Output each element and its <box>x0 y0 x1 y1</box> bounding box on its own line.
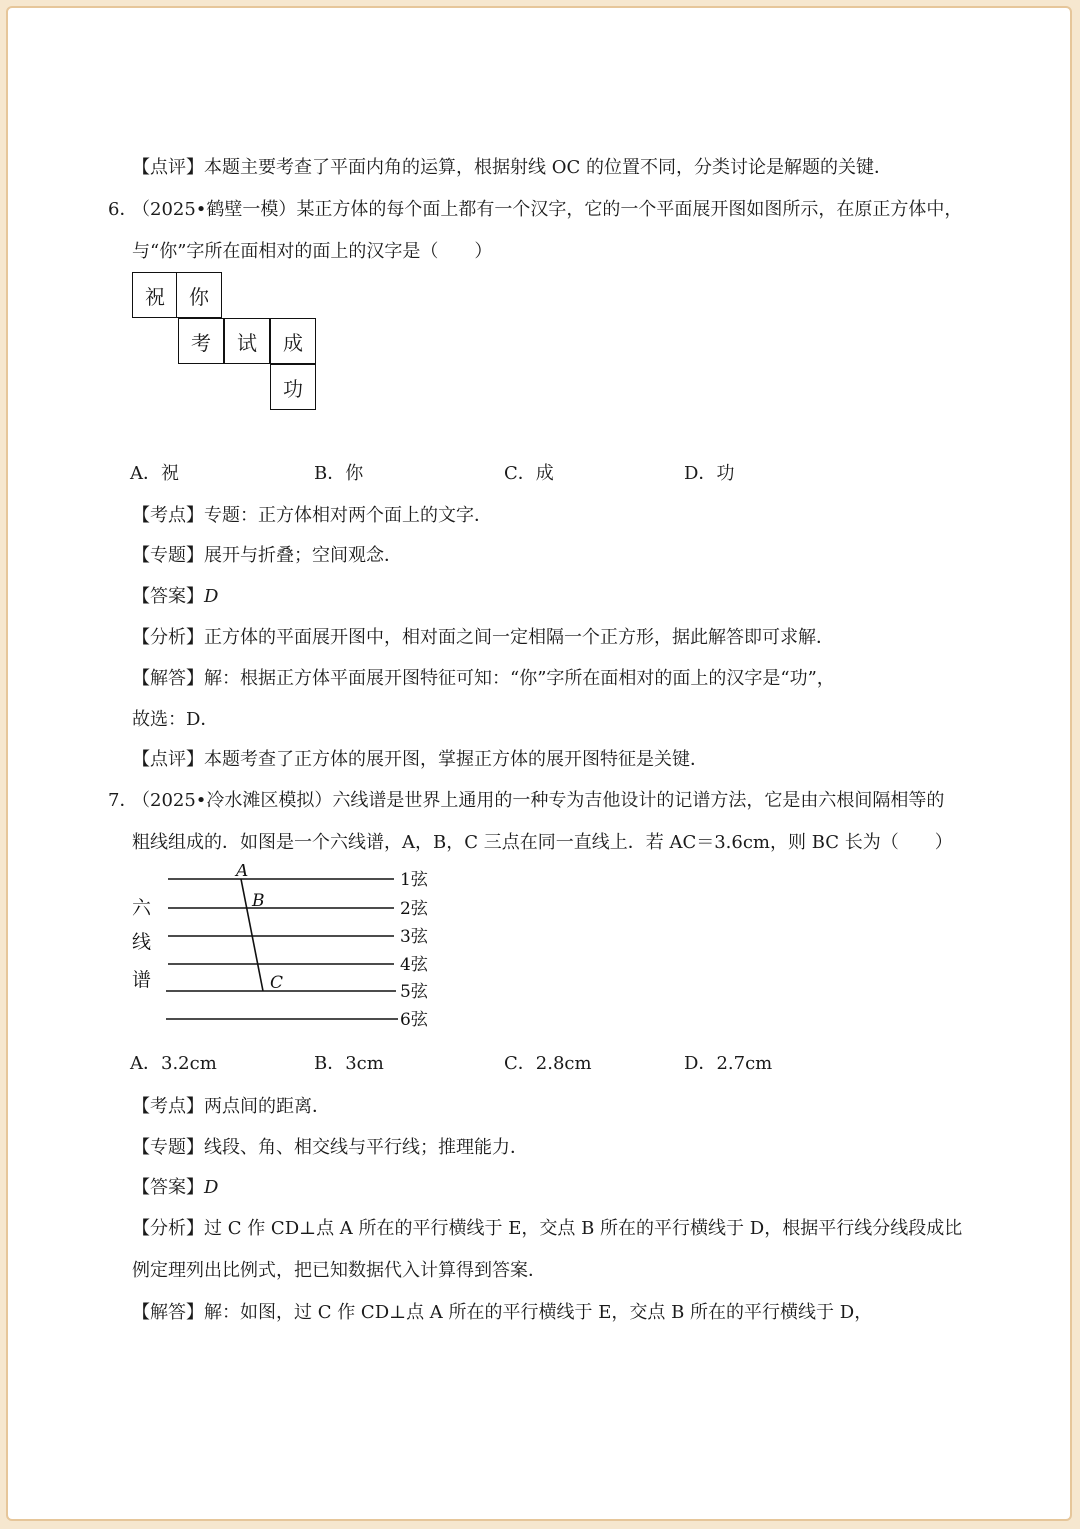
section-text: 两点间的距离． <box>204 1096 330 1117</box>
section-text: 展开与折叠；空间观念． <box>204 545 402 566</box>
answer-value: D <box>204 586 219 607</box>
option-text: 成 <box>535 463 554 484</box>
comment-text: 本题主要考查了平面内角的运算，根据射线 OC 的位置不同，分类讨论是解题的关键． <box>204 157 892 178</box>
string-label: 6弦 <box>400 1010 428 1030</box>
option-text: 3cm <box>345 1053 384 1074</box>
question-source: （2025•鹤壁一模） <box>132 199 297 220</box>
six-line-tab-figure <box>128 864 458 1039</box>
net-cell: 考 <box>178 318 224 364</box>
answer-value: D <box>204 1177 219 1198</box>
q6-stem-line2: 与“你”字所在面相对的面上的汉字是（ ） <box>132 241 493 262</box>
section-text: 线段、角、相交线与平行线；推理能力． <box>204 1137 528 1158</box>
side-label: 谱 <box>132 969 152 991</box>
section-label: 【专题】 <box>132 545 204 566</box>
question-stem: 某正方体的每个面上都有一个汉字，它的一个平面展开图如图所示，在原正方体中， <box>296 199 963 220</box>
option-a[interactable] <box>130 462 179 486</box>
question-number: 7． <box>108 790 138 811</box>
string-label: 3弦 <box>400 927 428 947</box>
q7-stem-line2: 粗线组成的．如图是一个六线谱，A，B，C 三点在同一直线上．若 AC＝3.6cm，则 BC 长为（ ） <box>132 832 953 853</box>
q7-answer <box>132 1176 218 1200</box>
section-label: 【解答】 <box>132 1302 204 1323</box>
section-label: 【分析】 <box>132 1218 204 1239</box>
option-letter: B． <box>314 1053 346 1074</box>
option-b[interactable] <box>314 462 363 486</box>
q6-jieda-line2: 故选：D． <box>132 709 219 730</box>
q6-jieda <box>132 667 835 691</box>
option-text: 3.2cm <box>161 1053 217 1074</box>
option-c[interactable] <box>504 462 554 486</box>
net-cell: 试 <box>224 318 270 364</box>
option-letter: A． <box>130 1053 161 1074</box>
option-text: 功 <box>716 463 735 484</box>
option-a[interactable] <box>130 1052 217 1076</box>
section-label: 【点评】 <box>132 749 204 770</box>
net-cell: 你 <box>176 272 222 318</box>
section-label: 【考点】 <box>132 505 204 526</box>
side-label: 线 <box>132 931 152 953</box>
q6-comment <box>132 748 708 772</box>
section-label: 【解答】 <box>132 668 204 689</box>
option-text: 你 <box>345 463 364 484</box>
section-text: 解：如图，过 C 作 CD⊥点 A 所在的平行横线于 E，交点 B 所在的平行横线于 D， <box>204 1302 873 1323</box>
q7-jieda <box>132 1301 872 1325</box>
q7-fenxi-line2: 例定理列出比例式，把已知数据代入计算得到答案． <box>132 1260 546 1281</box>
option-letter: C． <box>504 1053 536 1074</box>
option-c[interactable] <box>504 1052 592 1076</box>
section-label: 【分析】 <box>132 627 204 648</box>
point-label-c: C <box>270 973 284 993</box>
option-d[interactable] <box>684 1052 772 1076</box>
q6-fenxi <box>132 626 834 650</box>
q5-comment <box>132 156 892 180</box>
option-text: 祝 <box>161 463 179 484</box>
question-source: （2025•冷水滩区模拟） <box>132 790 333 811</box>
option-d[interactable] <box>684 462 734 486</box>
section-text: 过 C 作 CD⊥点 A 所在的平行横线于 E，交点 B 所在的平行横线于 D，根据平行线分线段成比 <box>204 1218 963 1239</box>
q6-answer <box>132 585 218 609</box>
net-cell: 成 <box>270 318 316 364</box>
string-label: 1弦 <box>400 870 428 890</box>
question-number: 6． <box>108 199 138 220</box>
side-label: 六 <box>132 897 152 919</box>
string-label: 5弦 <box>400 982 428 1002</box>
q6-zhuanti <box>132 544 402 568</box>
option-b[interactable] <box>314 1052 384 1076</box>
q7-fenxi <box>132 1217 962 1241</box>
q6-stem-line1 <box>132 198 962 222</box>
string-label: 4弦 <box>400 955 428 975</box>
option-letter: D． <box>684 463 717 484</box>
comment-label: 【点评】 <box>132 157 204 178</box>
q7-stem-line1 <box>132 789 944 813</box>
section-label: 【考点】 <box>132 1096 204 1117</box>
section-text: 专题：正方体相对两个面上的文字． <box>204 505 492 526</box>
q7-zhuanti <box>132 1136 528 1160</box>
net-cell: 祝 <box>132 272 178 318</box>
question-stem: 六线谱是世界上通用的一种专为吉他设计的记谱方法，它是由六根间隔相等的 <box>332 790 945 811</box>
point-label-b: B <box>252 891 265 911</box>
q6-kaodian <box>132 504 492 528</box>
option-letter: D． <box>684 1053 717 1074</box>
net-cell: 功 <box>270 364 316 410</box>
option-text: 2.7cm <box>716 1053 773 1074</box>
point-label-a: A <box>236 864 249 881</box>
option-text: 2.8cm <box>535 1053 592 1074</box>
q7-kaodian <box>132 1095 330 1119</box>
option-letter: C． <box>504 463 536 484</box>
document-page <box>6 6 1072 1521</box>
section-label: 【答案】 <box>132 586 204 607</box>
string-label: 2弦 <box>400 899 428 919</box>
option-letter: B． <box>314 463 346 484</box>
section-label: 【答案】 <box>132 1177 204 1198</box>
section-label: 【专题】 <box>132 1137 204 1158</box>
section-text: 正方体的平面展开图中，相对面之间一定相隔一个正方形，据此解答即可求解． <box>204 627 834 648</box>
section-text: 本题考查了正方体的展开图，掌握正方体的展开图特征是关键． <box>204 749 708 770</box>
section-text: 解：根据正方体平面展开图特征可知：“你”字所在面相对的面上的汉字是“功”， <box>204 668 835 689</box>
option-letter: A． <box>130 463 161 484</box>
